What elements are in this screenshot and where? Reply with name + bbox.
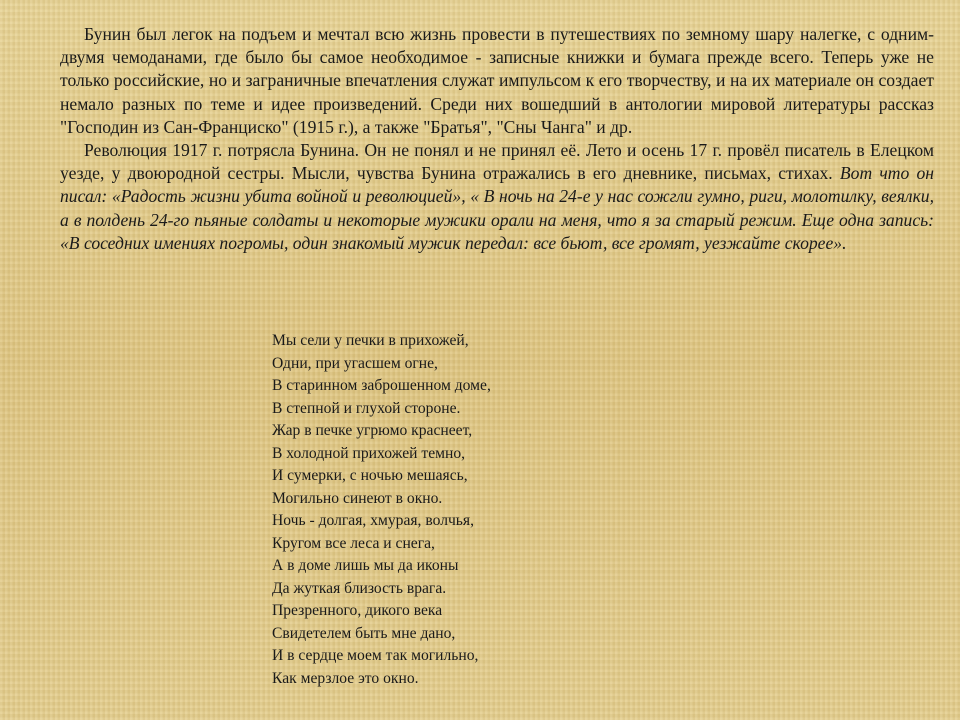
prose-block (60, 23, 934, 255)
poem (272, 330, 491, 690)
poem-line: Презренного, дикого века (272, 602, 443, 619)
poem-line: В степной и глухой стороне. (272, 399, 461, 417)
poem-line: А в доме лишь мы да иконы (272, 557, 459, 574)
paragraph-revolution-text: Революция 1917 г. потрясла Бунина. Он не понял и не принял её. Лето и осень 17 г. провёл писатель в Елецком уезде, у двоюродной сестры. Мысли, чувства Бунина отражались в его дневнике, письмах, стихах. (60, 140, 934, 184)
poem-line: В старинном заброшенном доме, (272, 377, 491, 394)
poem-line: Свидетелем быть мне дано, (272, 624, 456, 642)
poem-line: Одни, при угасшем огне, (272, 354, 438, 372)
paragraph-revolution (60, 139, 934, 255)
poem-line: Ночь - долгая, хмурая, волчья, (272, 512, 474, 529)
poem-line: Как мерзлое это окно. (272, 669, 419, 687)
poem-line: Могильно синеют в окно. (272, 489, 443, 507)
poem-line: Мы сели у печки в прихожей, (272, 332, 469, 349)
poem-line: В холодной прихожей темно, (272, 444, 466, 462)
poem-line: Да жуткая близость врага. (272, 579, 447, 597)
poem-line: И в сердце моем так могильно, (272, 647, 479, 664)
poem-line: Кругом все леса и снега, (272, 534, 435, 552)
diary-quote: Вот что он писал: «Радость жизни убита войной и революцией», « В ночь на 24-е у нас сожгли гумно, риги, молотилку, веялки, а в полдень 24-го пьяные солдаты и некоторые мужики орали на меня, что я за старый режим. Еще одна запись: «В соседних имениях погромы, один знакомый мужик передал: все бьют, все громят, уезжайте скорее». (60, 163, 935, 253)
poem-line: Жар в печке угрюмо краснеет, (272, 422, 473, 439)
poem-line: И сумерки, с ночью мешаясь, (272, 467, 468, 484)
paragraph-travels: Бунин был легок на подъем и мечтал всю жизнь провести в путешествиях по земному шару налегке, с одним-двумя чемоданами, где было бы самое необходимое - записные книжки и бумага прежде всего. Теперь уже не только российские, но и заграничные впечатления служат импульсом к его творчеству, и на их материале он создает немало разных по теме и идее произведений. Среди них вошедший в антологии мировой литературы рассказ "Господин из Сан-Франциско" (1915 г.), а также "Братья", "Сны Чанга" и др. (60, 24, 934, 137)
